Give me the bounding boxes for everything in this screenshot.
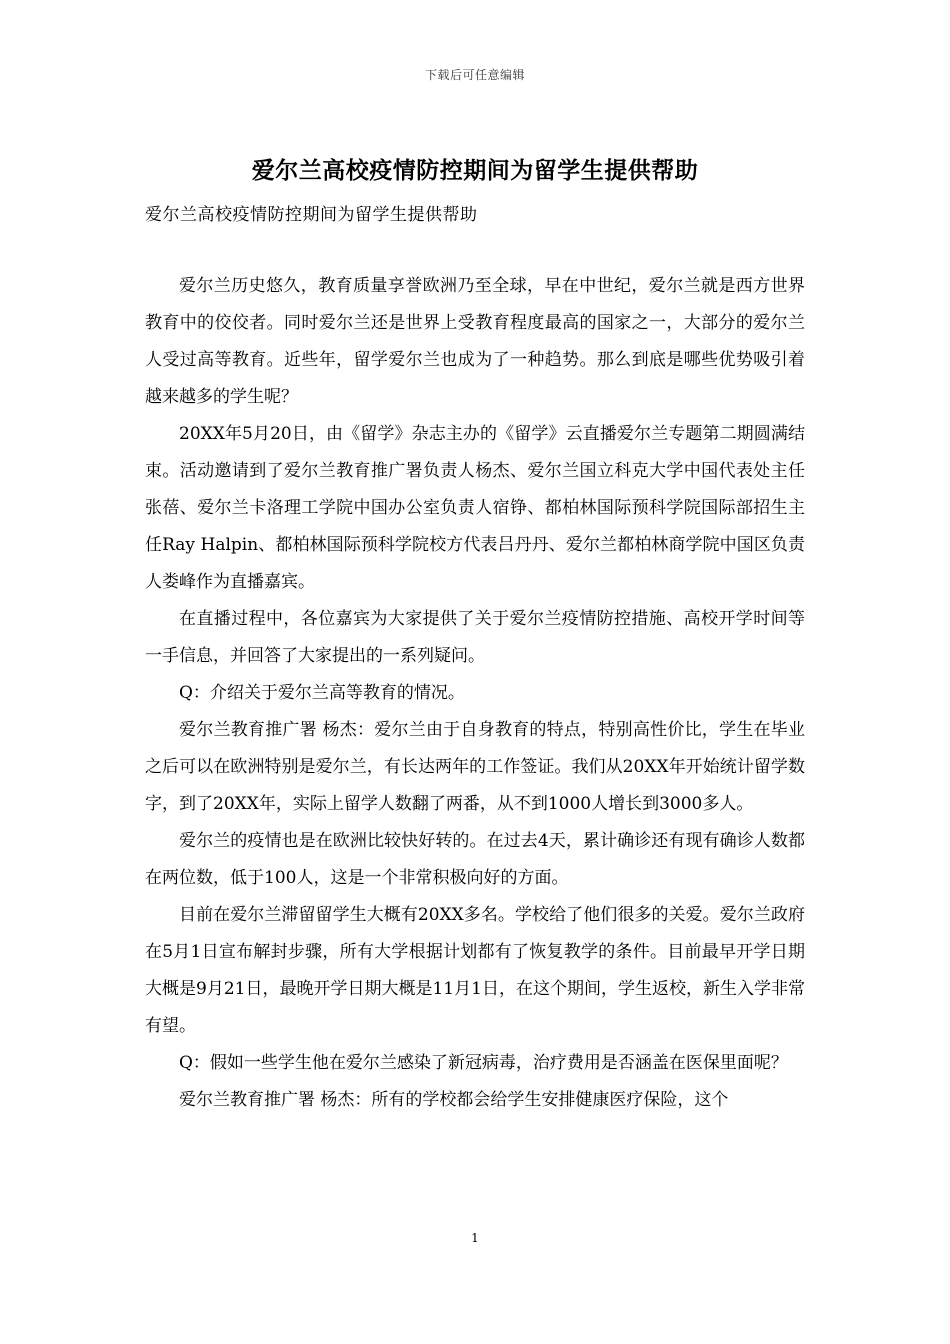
question-paragraph: Q：介绍关于爱尔兰高等教育的情况。 (179, 683, 465, 703)
answer-paragraph: 爱尔兰教育推广署 杨杰：所有的学校都会给学生安排健康医疗保险，这个 (179, 1090, 729, 1110)
paragraph: 爱尔兰历史悠久，教育质量享誉欧洲乃至全球，早在中世纪，爱尔兰就是西方世界教育中的佼佼者。同时爱尔兰还是世界上受教育程度最高的国家之一，大部分的爱尔兰人受过高等教育。近些年，留学爱尔兰也成为了一种趋势。那么到底是哪些优势吸引着越来越多的学生呢？ (145, 276, 805, 407)
document-title: 爱尔兰高校疫情防控期间为留学生提供帮助 (251, 157, 699, 184)
page-header-note: 下载后可任意编辑 (424, 68, 525, 82)
page-number: 1 (471, 1231, 479, 1245)
answer-paragraph: 爱尔兰教育推广署 杨杰：爱尔兰由于自身教育的特点，特别高性价比，学生在毕业之后可以在欧洲特别是爱尔兰，有长达两年的工作签证。我们从20XX年开始统计留学数字，到了20XX年，实际上留学人数翻了两番，从不到1000人增长到3000多人。 (145, 720, 805, 814)
paragraph: 爱尔兰的疫情也是在欧洲比较快好转的。在过去4天，累计确诊还有现有确诊人数都在两位数，低于100人，这是一个非常积极向好的方面。 (145, 831, 805, 888)
question-paragraph: Q：假如一些学生他在爱尔兰感染了新冠病毒，治疗费用是否涵盖在医保里面呢？ (179, 1053, 788, 1073)
paragraph: 在直播过程中，各位嘉宾为大家提供了关于爱尔兰疫情防控措施、高校开学时间等一手信息，并回答了大家提出的一系列疑问。 (145, 609, 805, 666)
paragraph: 20XX年5月20日，由《留学》杂志主办的《留学》云直播爱尔兰专题第二期圆满结束。活动邀请到了爱尔兰教育推广署负责人杨杰、爱尔兰国立科克大学中国代表处主任张蓓、爱尔兰卡洛理工学院中国办公室负责人宿铮、都柏林国际预科学院国际部招生主任Ray Halpin、都柏林国际预科学院校方代表吕丹丹、爱尔兰都柏林商学院中国区负责人娄峰作为直播嘉宾。 (145, 424, 805, 592)
document-body (145, 268, 805, 1119)
paragraph: 目前在爱尔兰滞留留学生大概有20XX多名。学校给了他们很多的关爱。爱尔兰政府在5月1日宣布解封步骤，所有大学根据计划都有了恢复教学的条件。目前最早开学日期大概是9月21日，最晚开学日期大概是11月1日，在这个期间，学生返校，新生入学非常有望。 (145, 905, 805, 1036)
document-subtitle: 爱尔兰高校疫情防控期间为留学生提供帮助 (145, 205, 478, 225)
